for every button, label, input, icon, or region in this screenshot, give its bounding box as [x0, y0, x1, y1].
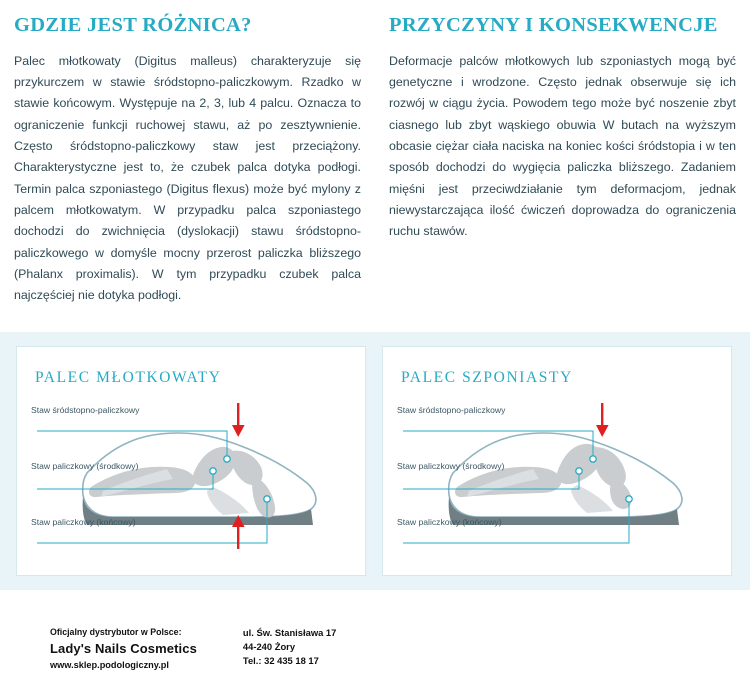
page-title-left: GDZIE JEST RÓŻNICA? — [14, 14, 252, 36]
label-dip-joint: Staw paliczkowy (końcowy) — [397, 517, 502, 527]
arrow-up-shaft — [237, 527, 239, 549]
footer-phone: Tel.: 32 435 18 17 — [242, 655, 319, 667]
label-mtp-joint: Staw śródstopno-paliczkowy — [31, 405, 140, 415]
diagram-card-claw-toe — [382, 346, 732, 576]
footer-url[interactable]: www.sklep.podologiczny.pl — [50, 659, 169, 670]
arrow-down-shaft — [601, 403, 603, 425]
label-list-claw-toe — [397, 405, 597, 573]
footer-inner — [50, 626, 336, 672]
label-pip-joint: Staw paliczkowy (środkowy) — [397, 461, 505, 471]
footer-address — [243, 626, 336, 672]
body-text-right: Deformacje palców młotkowych lub szponiastych mogą być genetyczne i wrodzone. Często jednak obserwuje się ich rozwój w ciągu życia. Powodem tego może być noszenie zbyt ciasnego lub zbyt wąskiego obuwia W butach na wyższym obcasie ciężar ciała naciska na koniec kości śródstopia i w ten sposób dochodzi do wygięcia paliczka bliższego. Zadaniem mięśni jest przeciwdziałanie tym deformacjom, jednak niewystarczająca ilość ćwiczeń doprowadza do ograniczenia ruchu stawów. — [389, 53, 736, 239]
footer-brand: Lady's Nails Cosmetics — [50, 641, 197, 657]
body-text-left: Palec młotkowaty (Digitus malleus) charakteryzuje się przykurczem w stawie śródstopno-paliczkowym. Rzadko w stawie końcowym. Występuje na 2, 3, lub 4 palcu. Oznacza to ograniczenie funkcji ruchowej stawu, aż po zesztywnienie. Często śródstopno-paliczkowy staw jest przeciążony. Charakterystyczne jest to, że czubek palca dotyka podłogi. Termin palca szponiastego (Digitus flexus) może być mylony z palcem młotkowatym. W przypadku palca szponiastego dochodzi do zwichnięcia (dyslokacji) stawu śródstopno-paliczkowego w domyśle mocny przerost paliczka bliższego (Phalanx proximalis). W tym przypadku czubek palca najczęściej nie dotyka podłogi. — [14, 53, 361, 303]
label-dip-joint: Staw paliczkowy (końcowy) — [31, 517, 136, 527]
label-list-hammer-toe — [31, 405, 231, 573]
column-left — [14, 8, 361, 306]
pressure-arrows — [596, 403, 609, 437]
arrow-down-head — [232, 425, 245, 437]
arrow-down-shaft — [237, 403, 239, 425]
diagram-title-claw-toe: PALEC SZPONIASTY — [401, 369, 573, 386]
footer-address-street: ul. Św. Stanisława 17 — [242, 627, 337, 638]
arrow-down-head — [596, 425, 609, 437]
footer-address-city: 44-240 Żory — [242, 641, 296, 653]
label-pip-joint: Staw paliczkowy (środkowy) — [31, 461, 139, 471]
footer-distributor-label: Oficjalny dystrybutor w Polsce: — [50, 627, 182, 637]
label-mtp-joint: Staw śródstopno-paliczkowy — [397, 405, 506, 415]
page-title-right: PRZYCZYNY I KONSEKWENCJE — [389, 14, 718, 36]
joint-marker-dip — [264, 496, 270, 502]
joint-marker-dip — [626, 496, 632, 502]
diagram-card-hammer-toe — [16, 346, 366, 576]
diagram-cards — [0, 332, 750, 590]
article-columns — [0, 0, 750, 306]
footer-distributor — [50, 626, 197, 672]
diagram-title-hammer-toe: PALEC MŁOTKOWATY — [35, 369, 222, 386]
footer — [0, 590, 750, 686]
column-right — [389, 8, 736, 306]
